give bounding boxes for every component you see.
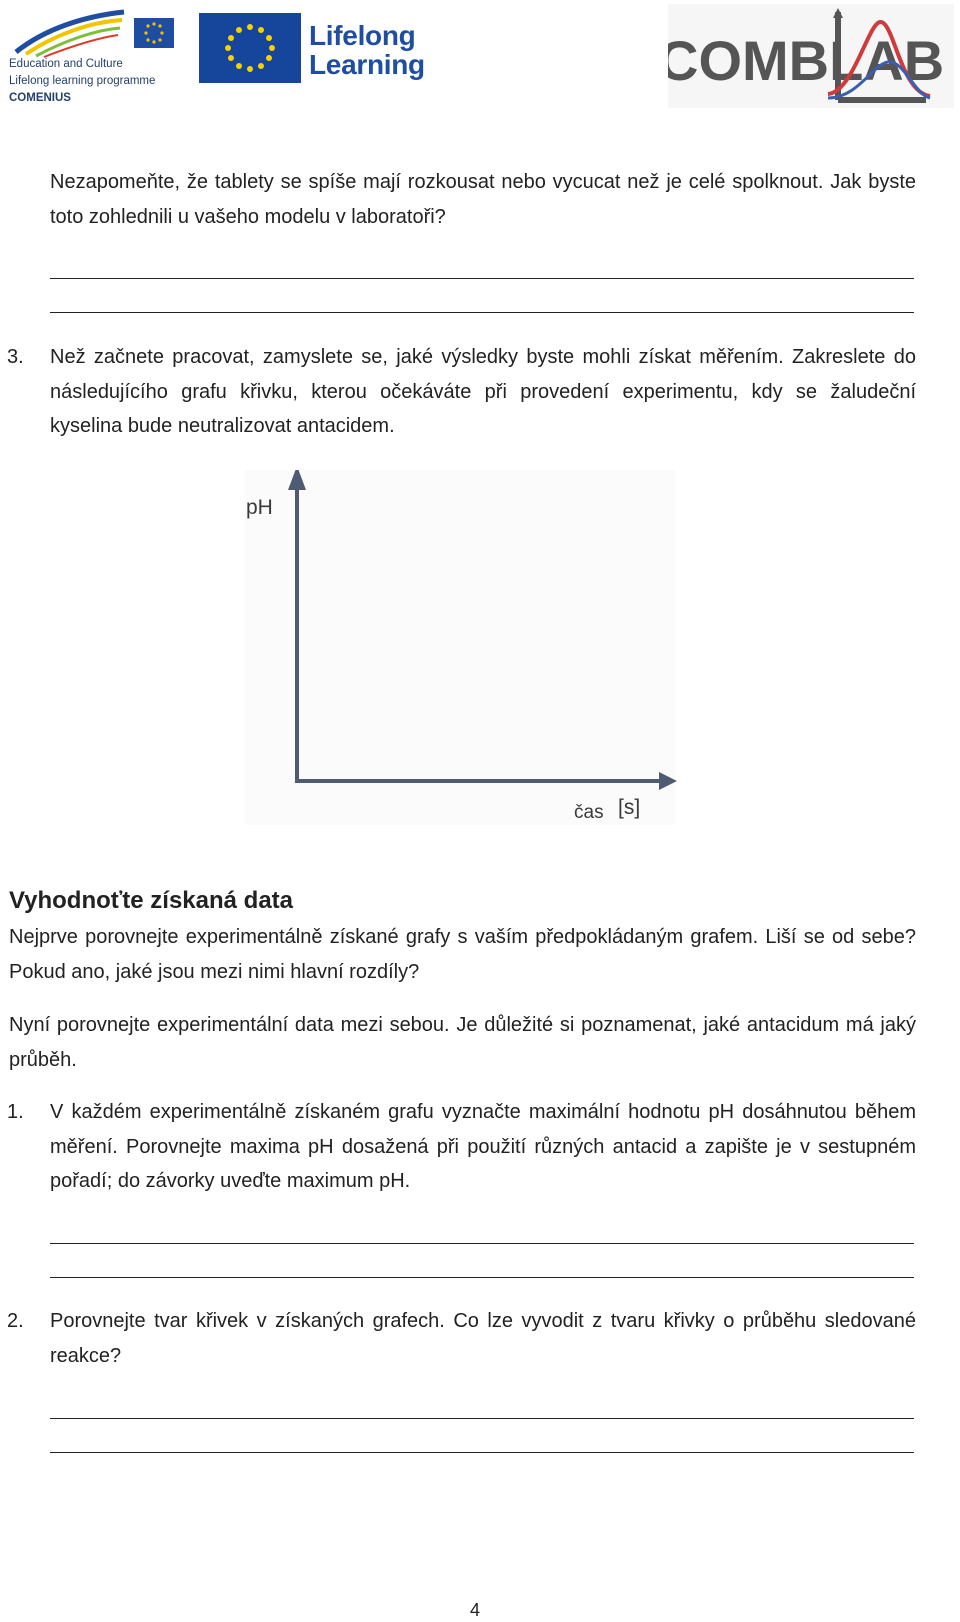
section-paragraph-1: Nejprve porovnejte experimentálně získané grafy s vaším předpokládaným grafem. Liší se od sebe? Pokud ano, jaké jsou mezi nimi hlavní rozdíly? <box>9 926 916 983</box>
section-paragraph-2: Nyní porovnejte experimentální data mezi sebou. Je důležité si poznamenat, jaké antacidum má jaký průběh. <box>9 1014 916 1071</box>
item-2-number: 2. <box>7 1310 24 1332</box>
answer-line <box>50 1452 914 1453</box>
answer-line <box>50 1418 914 1419</box>
question-3-number: 3. <box>7 346 24 368</box>
x-axis-label: čas <box>574 802 604 823</box>
question-3-text: Než začnete pracovat, zamyslete se, jaké výsledky byste mohli získat měřením. Zakreslete do následujícího grafu křivku, kterou očekáváte při provedení experimentu, kdy se žaludeční kyselina bude neutralizovat antacidem. <box>50 346 916 437</box>
comblab-wordmark: COMBLAB <box>668 29 945 92</box>
lll-line-2: Learning <box>309 49 425 80</box>
answer-line <box>50 278 914 279</box>
blank-graph <box>245 470 705 860</box>
answer-line <box>50 1243 914 1244</box>
item-2-text: Porovnejte tvar křivek v získaných grafech. Co lze vyvodit z tvaru křivky o průběhu sledované reakce? <box>50 1310 916 1367</box>
answer-line <box>50 312 914 313</box>
eu-flag-icon <box>199 13 301 83</box>
comblab-logo <box>668 4 954 108</box>
lifelong-learning-logo <box>199 13 431 89</box>
answer-line <box>50 1277 914 1278</box>
edu-line-1: Education and Culture <box>9 58 123 70</box>
item-1-text: V každém experimentálně získaném grafu vyznačte maximální hodnotu pH dosáhnutou během měření. Porovnejte maxima pH dosažená při použití různých antacid a zapište je v sestupném pořadí; do závorky uveďte maximum pH. <box>50 1101 916 1192</box>
y-axis-label: pH <box>246 496 273 519</box>
x-axis-unit: [s] <box>618 796 641 819</box>
lll-line-1: Lifelong <box>309 20 416 51</box>
item-1-number: 1. <box>7 1101 24 1123</box>
education-culture-logo <box>6 8 178 106</box>
education-culture-emblem-icon <box>6 8 178 58</box>
page-number: 4 <box>470 1600 481 1620</box>
lifelong-learning-text <box>309 21 425 79</box>
education-culture-text <box>9 56 155 107</box>
section-heading: Vyhodnoťte získaná data <box>9 887 294 914</box>
intro-paragraph: Nezapomeňte, že tablety se spíše mají rozkousat nebo vycucat než je celé spolknout. Jak byste toto zohlednili u vašeho modelu v laboratoři? <box>50 171 916 228</box>
edu-line-2: Lifelong learning programme <box>9 75 156 87</box>
comblab-logo-icon <box>668 4 954 108</box>
edu-line-3: COMENIUS <box>9 92 71 104</box>
